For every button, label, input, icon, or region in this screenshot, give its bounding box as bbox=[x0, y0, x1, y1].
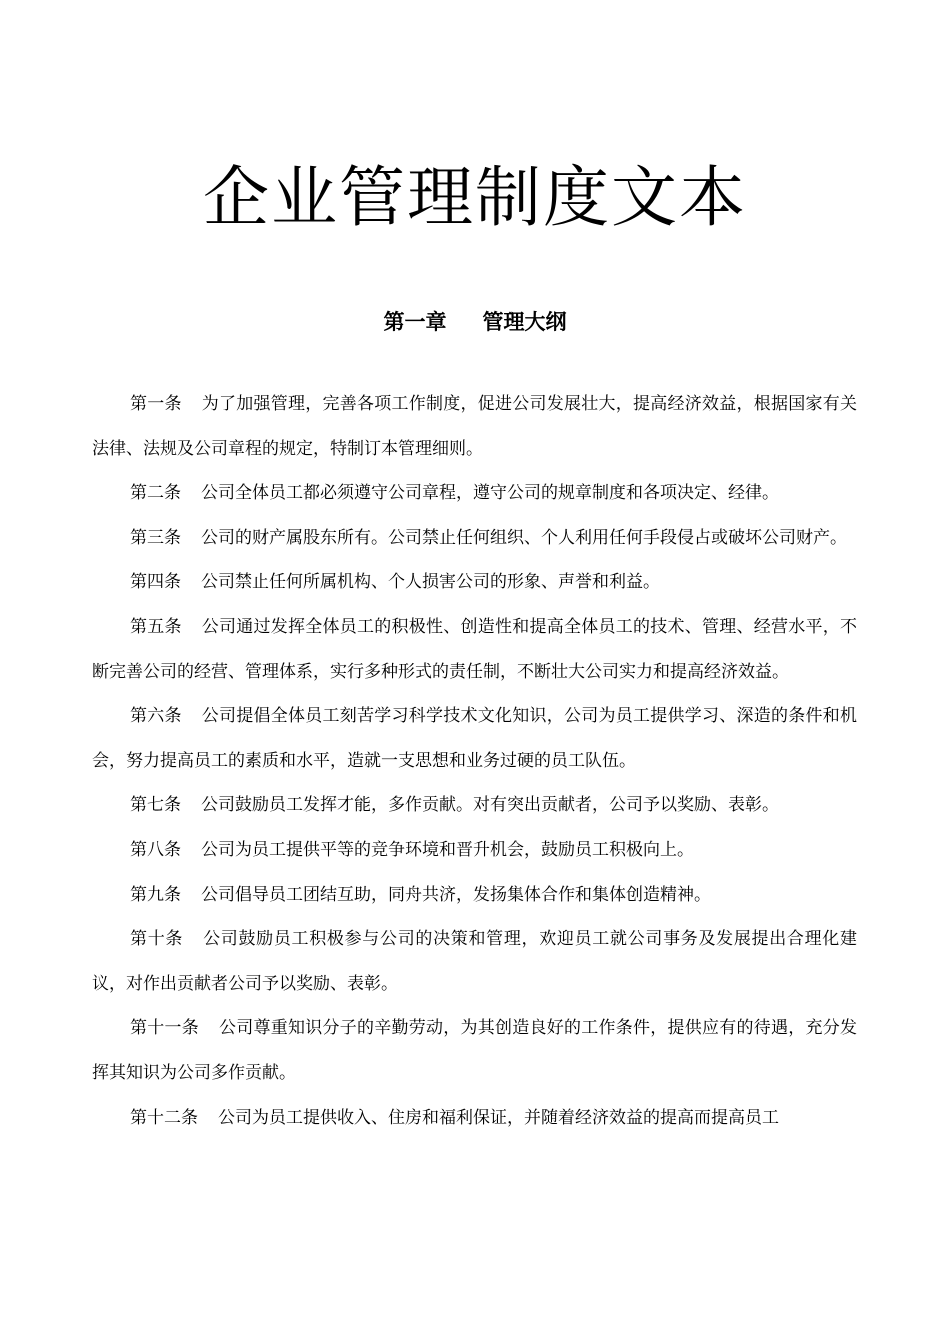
article-number: 第十一条 bbox=[130, 1018, 199, 1039]
article-text: 公司尊重知识分子的辛勤劳动，为其创造良好的工作条件，提供应有的待遇，充分发挥其知识为公司多作贡献。 bbox=[92, 1018, 857, 1083]
article-7 bbox=[92, 783, 857, 828]
article-text: 公司的财产属股东所有。公司禁止任何组织、个人利用任何手段侵占或破坏公司财产。 bbox=[201, 527, 847, 548]
article-text: 公司提倡全体员工刻苦学习科学技术文化知识，公司为员工提供学习、深造的条件和机会，努力提高员工的素质和水平，造就一支思想和业务过硬的员工队伍。 bbox=[92, 706, 857, 771]
article-text: 公司倡导员工团结互助，同舟共济，发扬集体合作和集体创造精神。 bbox=[201, 884, 711, 905]
article-8 bbox=[92, 828, 857, 873]
article-number: 第一条 bbox=[130, 394, 182, 414]
article-number: 第九条 bbox=[130, 884, 181, 905]
article-number: 第十二条 bbox=[130, 1107, 198, 1128]
article-11 bbox=[92, 1006, 857, 1095]
article-number: 第六条 bbox=[130, 706, 182, 727]
article-list bbox=[92, 382, 857, 1140]
article-number: 第二条 bbox=[130, 483, 181, 504]
article-number: 第四条 bbox=[130, 572, 181, 593]
article-text: 公司鼓励员工积极参与公司的决策和管理，欢迎员工就公司事务及发展提出合理化建议，对作出贡献者公司予以奖励、表彰。 bbox=[92, 929, 857, 994]
article-number: 第十条 bbox=[130, 929, 184, 950]
article-text: 公司鼓励员工发挥才能，多作贡献。对有突出贡献者，公司予以奖励、表彰。 bbox=[201, 795, 779, 816]
article-2 bbox=[92, 471, 857, 516]
article-text: 公司通过发挥全体员工的积极性、创造性和提高全体员工的技术、管理、经营水平，不断完善公司的经营、管理体系，实行多种形式的责任制，不断壮大公司实力和提高经济效益。 bbox=[92, 616, 857, 682]
article-number: 第八条 bbox=[130, 839, 181, 860]
article-9 bbox=[92, 873, 857, 918]
chapter-number: 第一章 bbox=[383, 310, 447, 334]
article-6 bbox=[92, 694, 857, 783]
article-5 bbox=[92, 605, 857, 694]
article-number: 第七条 bbox=[130, 795, 181, 816]
article-text: 公司全体员工都必须遵守公司章程，遵守公司的规章制度和各项决定、经律。 bbox=[201, 483, 779, 504]
article-text: 为了加强管理，完善各项工作制度，促进公司发展壮大，提高经济效益，根据国家有关法律、法规及公司章程的规定，特制订本管理细则。 bbox=[92, 394, 857, 459]
article-text: 公司为员工提供收入、住房和福利保证，并随着经济效益的提高而提高员工 bbox=[218, 1107, 779, 1128]
article-number: 第三条 bbox=[130, 527, 181, 548]
chapter-heading bbox=[0, 306, 950, 338]
article-3 bbox=[92, 516, 857, 561]
document-title: 企业管理制度文本 bbox=[203, 159, 747, 236]
article-number: 第五条 bbox=[130, 616, 182, 637]
article-1 bbox=[92, 382, 857, 471]
article-12 bbox=[92, 1096, 857, 1141]
article-10 bbox=[92, 917, 857, 1006]
chapter-name: 管理大纲 bbox=[482, 310, 567, 334]
article-text: 公司为员工提供平等的竞争环境和晋升机会，鼓励员工积极向上。 bbox=[201, 839, 694, 860]
article-text: 公司禁止任何所属机构、个人损害公司的形象、声誉和利益。 bbox=[201, 572, 660, 593]
article-4 bbox=[92, 560, 857, 605]
